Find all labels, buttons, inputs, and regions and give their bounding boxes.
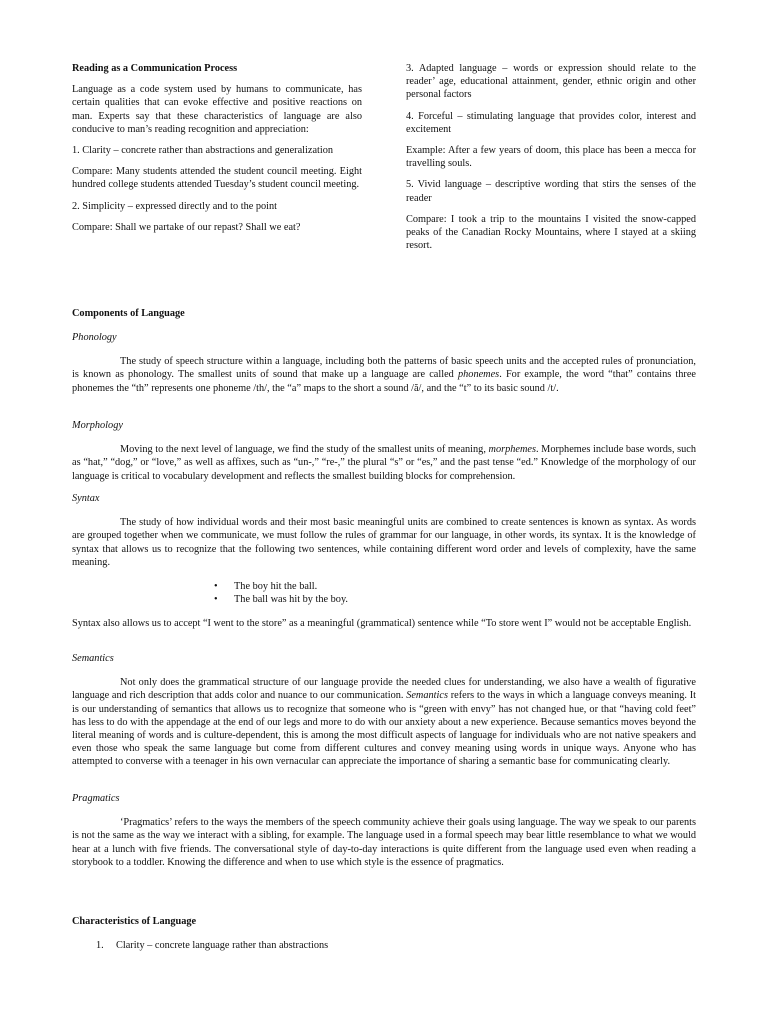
subheading-morphology: Morphology [72, 420, 123, 431]
numbered-item-clarity [72, 939, 696, 952]
subheading-syntax: Syntax [72, 493, 100, 504]
section-heading-components: Components of Language [72, 308, 185, 319]
list-item-simplicity: 2. Simplicity – expressed directly and to the point [72, 200, 278, 212]
intro-paragraph: Language as a code system used by humans to communicate, has certain qualities that can evoke effective and positive reactions on man. Experts say that these characteristics of language are also conducive to man’s reading recognition and appreciation: [72, 84, 362, 135]
list-item-adapted: 3. Adapted language – words or expression should relate to the reader’ age, educational attainment, gender, ethnic origin and other personal factors [406, 63, 696, 101]
components-heading-block [72, 307, 696, 320]
syntax-bullet-list [72, 580, 696, 606]
semantics-term: Semantics [406, 690, 448, 702]
syntax-paragraph: The study of how individual words and their most basic meaningful units are combined to create sentences is known as syntax. As words are grouped together when we communicate, we must follow the rules of grammar for our language, in other words, its syntax. It is the knowledge of syntax that allows us to recognize that the following two sentences, while containing different word order and levels of complexity, have the same meaning. [72, 517, 696, 568]
semantics-block [72, 652, 696, 769]
section-heading-reading: Reading as a Communication Process [72, 63, 238, 74]
phonology-block [72, 331, 696, 395]
semantics-paragraph [72, 676, 696, 768]
morphology-text: . Morphemes include base words, such as “hat,” “dog,” or “love,” as well as affixes, such as “un-,” “re-,” the plural “s” or “es,” and the past tense “ed.” Knowledge of the morphology of our language is critical to vocabulary development and reflects the smallest building blocks for comprehension. [72, 444, 696, 482]
compare-paragraph: Compare: I took a trip to the mountains I visited the snow-capped peaks of the Canadian Rocky Mountains, where I stayed at a skiing resort. [406, 213, 696, 252]
item-text: Clarity – concrete language rather than abstractions [116, 940, 329, 952]
semantics-text: Not only does the grammatical structure of our language provide the needed clues for understanding, we also have a wealth of figurative language and rich description that adds color and nuance to our communication. [72, 677, 696, 702]
subheading-semantics: Semantics [72, 653, 114, 664]
compare-paragraph: Compare: Shall we partake of our repast? Shall we eat? [72, 221, 301, 233]
list-item: • The boy hit the ball. [72, 580, 696, 593]
example-paragraph: Example: After a few years of doom, this place has been a mecca for travelling souls. [406, 145, 696, 170]
left-column [72, 62, 362, 242]
list-item-forceful: 4. Forceful – stimulating language that provides color, interest and excitement [406, 110, 696, 135]
morphology-paragraph [72, 443, 696, 483]
morphology-term: morphemes [488, 444, 536, 456]
list-item-vivid: 5. Vivid language – descriptive wording that stirs the senses of the reader [406, 179, 696, 204]
phonology-text: The study of speech structure within a language, including both the patterns of basic speech units and the accepted rules of pronunciation, is known as phonology. The smallest units of sound that make up a language are called [72, 356, 696, 381]
syntax-after-paragraph: Syntax also allows us to accept “I went to the store” as a meaningful (grammatical) sentence while “To store went I” would not be acceptable English. [72, 618, 692, 630]
subheading-phonology: Phonology [72, 332, 117, 343]
syntax-block [72, 492, 696, 631]
phonology-paragraph [72, 355, 696, 395]
morphology-block [72, 419, 696, 483]
phonology-text: . For example, the word “that” contains three phonemes the “th” represents one phoneme /th/, the “a” maps to the short a sound /ă/, and the “t” to its basic sound /t/. [72, 369, 696, 394]
morphology-text: Moving to the next level of language, we find the study of the smallest units of meaning, [120, 444, 489, 456]
subheading-pragmatics: Pragmatics [72, 793, 120, 804]
characteristics-block [72, 915, 696, 952]
pragmatics-paragraph: ‘Pragmatics’ refers to the ways the members of the speech community achieve their goals using language. The way we speak to our parents is not the same as the way we interact with a sibling, for example. The language used in a formal speech may bear little resemblance to what we would hear at a lunch with five friends. The conversational style of day-to-day interactions is quite different from the language used even when reading a storybook to a toddler. Knowing the difference and when to use which style is the essence of pragmatics. [72, 817, 696, 868]
phonology-term: phonemes [458, 369, 500, 381]
pragmatics-block [72, 792, 696, 869]
section-heading-characteristics: Characteristics of Language [72, 916, 197, 927]
item-number: 1. [96, 940, 104, 952]
right-column [406, 62, 696, 260]
semantics-text: refers to the ways in which a language conveys meaning. It is our understanding of semantics that allows us to recognize that someone who is “green with envy” has not changed hue, or that “having cold feet” has less to do with the appendage at the end of our legs and more to do with our anxiety about a new experience. Because semantics moves beyond the literal meaning of words and is culture-dependent, this is among the most difficult aspects of language for individuals who are not native speakers and even those who speak the same language but come from different cultures and convey meaning using words in unique ways. Anyone who has attempted to converse with a teenager in his own vernacular can appreciate the importance of sharing a semantic base for communicating clearly. [72, 690, 696, 768]
list-item-clarity: 1. Clarity – concrete rather than abstractions and generalization [72, 145, 334, 157]
compare-paragraph: Compare: Many students attended the student council meeting. Eight hundred college students attended Tuesday’s student council meeting. [72, 166, 362, 191]
list-item: • The ball was hit by the boy. [72, 593, 696, 606]
